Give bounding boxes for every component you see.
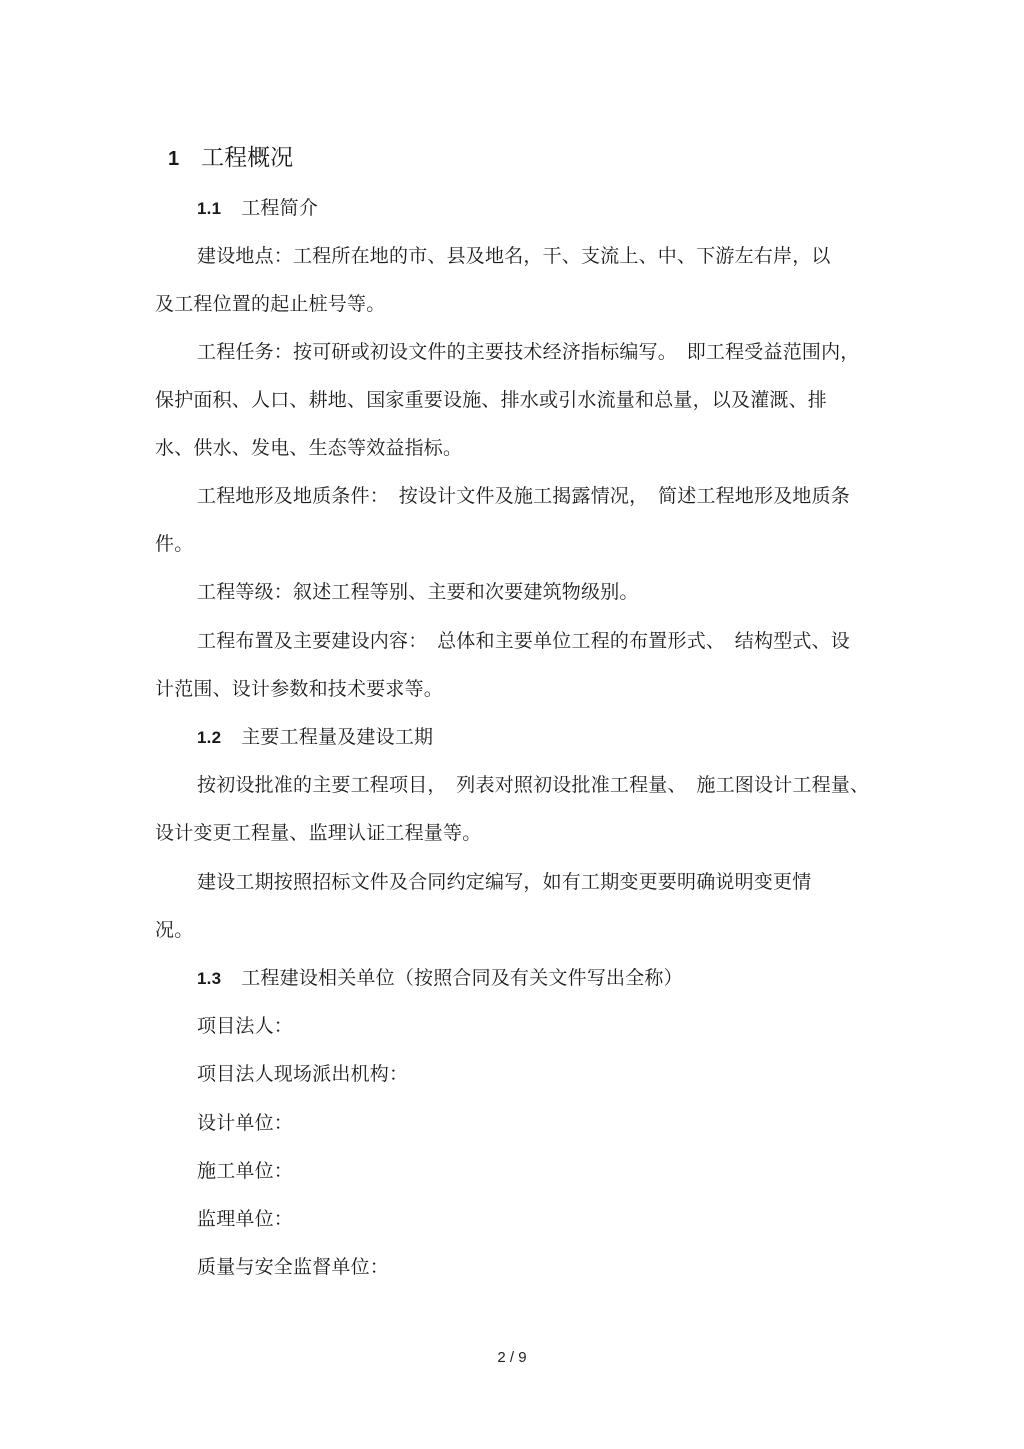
field-label-design-unit: 设计单位：: [197, 1112, 294, 1134]
paragraph-line: 计范围、设计参数和技术要求等。: [155, 678, 444, 700]
heading-1-2-number: 1.2: [197, 728, 222, 747]
heading-1: [168, 144, 293, 173]
heading-1-title: 工程概况: [201, 145, 294, 171]
heading-1-3-number: 1.3: [197, 969, 222, 988]
heading-1-3-title: 工程建设相关单位（按照合同及有关文件写出全称）: [241, 967, 683, 989]
field-label-quality-safety-unit: 质量与安全监督单位：: [197, 1256, 390, 1278]
heading-1-1: [197, 196, 318, 221]
paragraph-line: 建设工期按照招标文件及合同约定编写，如有工期变更要明确说明变更情: [197, 871, 812, 893]
paragraph-line: 工程任务：按可研或初设文件的主要技术经济指标编写。 即工程受益范围内，: [197, 341, 860, 363]
paragraph-line: 按初设批准的主要工程项目， 列表对照初设批准工程量、 施工图设计工程量、: [197, 774, 870, 796]
paragraph-line: 件。: [155, 533, 194, 555]
paragraph-line: 建设地点：工程所在地的市、县及地名，干、支流上、中、下游左右岸，以: [197, 245, 831, 267]
page-number: 2 / 9: [497, 1349, 527, 1366]
paragraph-line: 工程等级：叙述工程等别、主要和次要建筑物级别。: [197, 581, 639, 603]
heading-1-1-number: 1.1: [197, 199, 222, 218]
field-label-project-owner: 项目法人：: [197, 1015, 294, 1037]
heading-1-2: [197, 725, 433, 750]
heading-1-number: 1: [168, 148, 180, 170]
paragraph-line: 设计变更工程量、监理认证工程量等。: [155, 822, 482, 844]
heading-1-1-title: 工程简介: [241, 197, 319, 219]
heading-1-3: [197, 966, 683, 991]
paragraph-line: 工程布置及主要建设内容： 总体和主要单位工程的布置形式、 结构型式、设: [197, 630, 851, 652]
paragraph-line: 保护面积、人口、耕地、国家重要设施、排水或引水流量和总量，以及灌溉、排: [155, 389, 828, 411]
paragraph-line: 况。: [155, 919, 194, 941]
paragraph-line: 及工程位置的起止桩号等。: [155, 293, 386, 315]
field-label-construction-unit: 施工单位：: [197, 1160, 294, 1182]
heading-1-2-title: 主要工程量及建设工期: [241, 726, 434, 748]
paragraph-line: 工程地形及地质条件： 按设计文件及施工揭露情况， 简述工程地形及地质条: [197, 485, 851, 507]
field-label-owner-site-office: 项目法人现场派出机构：: [197, 1063, 409, 1085]
field-label-supervision-unit: 监理单位：: [197, 1208, 294, 1230]
paragraph-line: 水、供水、发电、生态等效益指标。: [155, 437, 463, 459]
